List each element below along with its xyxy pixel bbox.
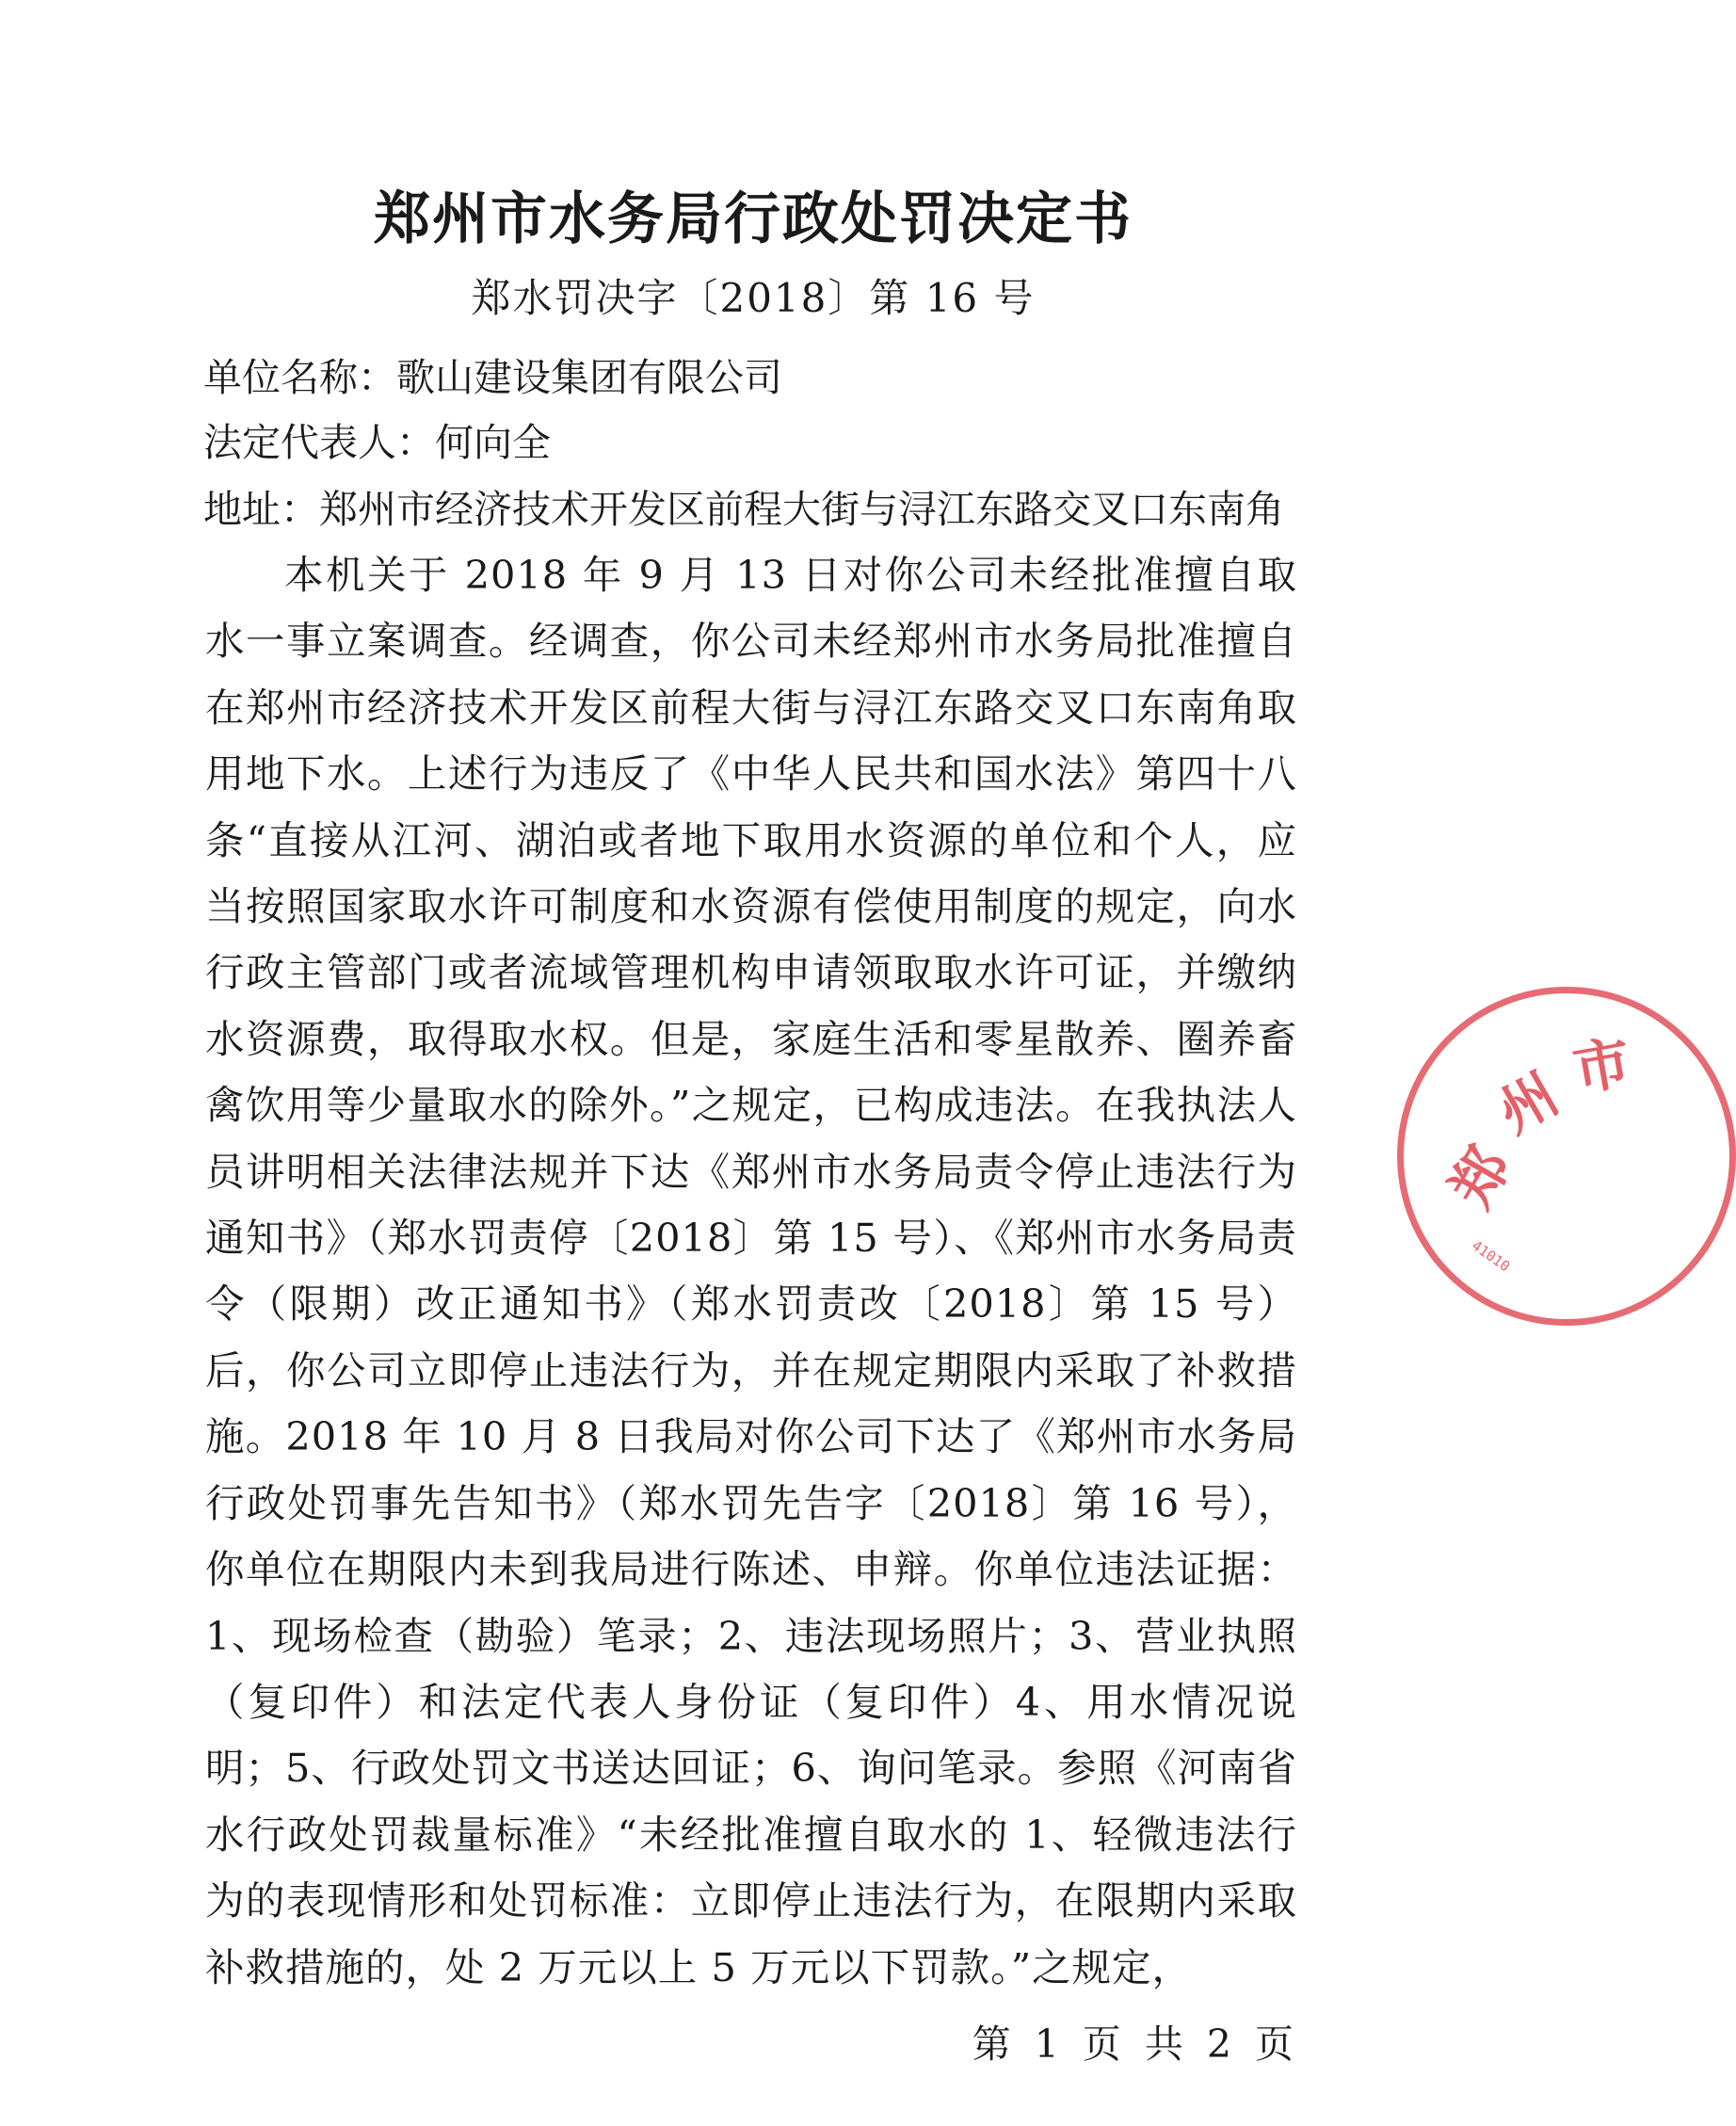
seal-character: 市	[1568, 1029, 1636, 1104]
address-line: 地址：郑州市经济技术开发区前程大街与浔江东路交叉口东南角	[203, 487, 1284, 532]
document-body: 本机关于 2018 年 9 月 13 日对你公司未经批准擅自取水一事立案调查。经调查，你公司未经郑州市水务局批准擅自在郑州市经济技术开发区前程大街与浔江东路交叉口东南角取用地下水。上述行为违反了《中华人民共和国水法》第四十八条“直接从江河、湖泊或者地下取用水资源的单位和个人，应当按照国家取水许可制度和水资源有偿使用制度的规定，向水行政主管部门或者流域管理机构申请领取取水许可证，并缴纳水资源费，取得取水权。但是，家庭生活和零星散养、圈养畜禽饮用等少量取水的除外。”之规定，已构成违法。在我执法人员讲明相关法律法规并下达《郑州市水务局责令停止违法行为通知书》（郑水罚责停〔2018〕第 15 号）、《郑州市水务局责令（限期）改正通知书》（郑水罚责改〔2018〕第 15 号）后，你公司立即停止违法行为，并在规定期限内采取了补救措施。2018 年 10 月 8 日我局对你公司下达了《郑州市水务局行政处罚事先告知书》（郑水罚先告字〔2018〕第 16 号），你单位在期限内未到我局进行陈述、申辩。你单位违法证据：1、现场检查（勘验）笔录；2、违法现场照片；3、营业执照（复印件）和法定代表人身份证（复印件）4、用水情况说明；5、行政处罚文书送达回证；6、询问笔录。参照《河南省水行政处罚裁量标准》“未经批准擅自取水的 1、轻微违法行为的表现情形和处罚标准：立即停止违法行为，在限期内采取补救措施的，处 2 万元以上 5 万元以下罚款。”之规定，	[205, 552, 1297, 1990]
document-number: 郑水罚决字〔2018〕第 16 号	[471, 275, 1036, 321]
unit-name-line: 单位名称：歌山建设集团有限公司	[203, 355, 782, 400]
page-footer: 第 1 页 共 2 页	[972, 2021, 1299, 2067]
seal-character: 州	[1487, 1061, 1569, 1147]
official-seal	[1397, 987, 1736, 1326]
document-title: 郑州市水务局行政处罚决定书	[374, 186, 1133, 252]
seal-character: 郑	[1439, 1136, 1524, 1218]
legal-representative-line: 法定代表人：何向全	[203, 420, 551, 465]
seal-code: 41010	[1468, 1236, 1514, 1276]
